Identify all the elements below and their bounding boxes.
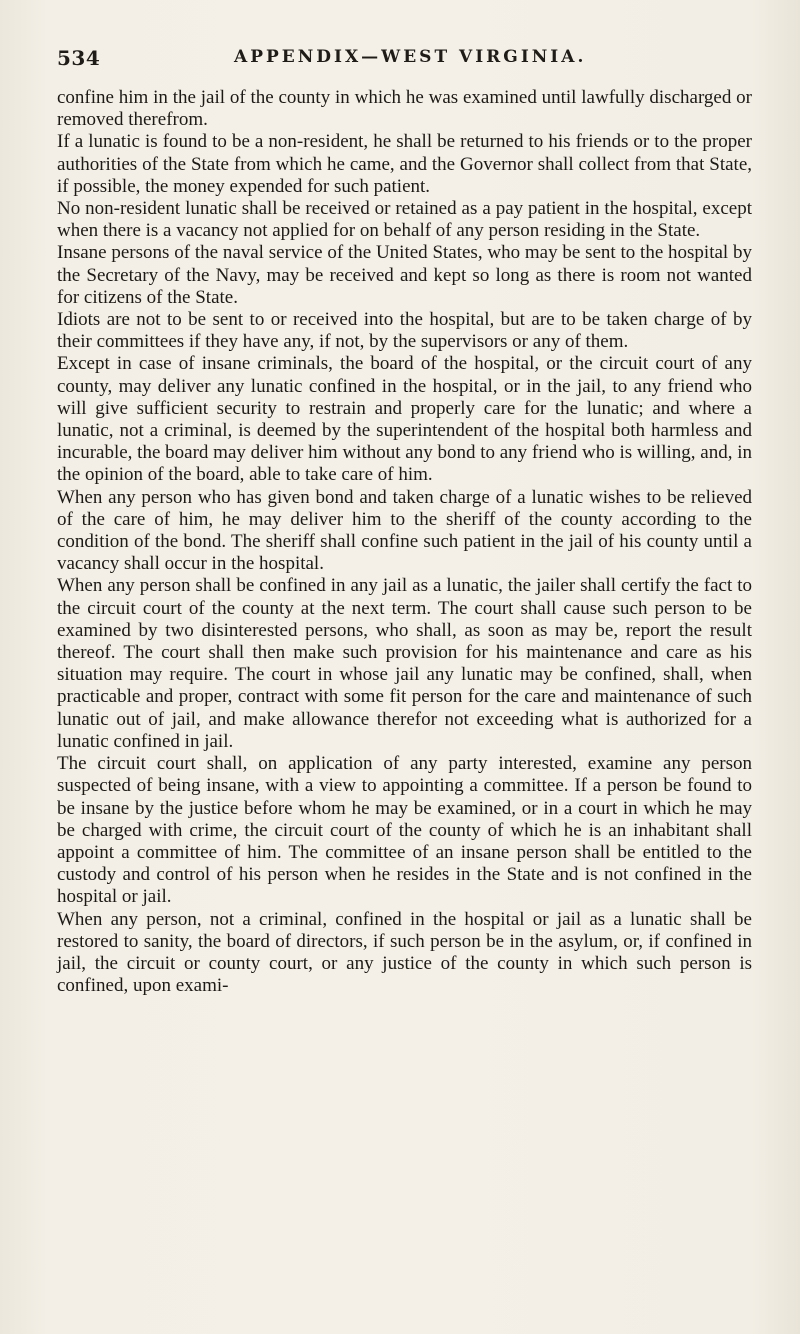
body-text (57, 87, 752, 997)
paragraph-jail-confinement: When any person shall be confined in any jail as a lunatic, the jailer shall certify the fact to the circuit court of the county at the next term. The court shall cause such person to be examined by two disinterested persons, who shall, as soon as may be, report the result thereof. The court shall then make such provision for his maintenance and care as his situation may require. The court in whose jail any lunatic may be confined, shall, when practicable and proper, contract with some fit person for the care and maintenance of such lunatic out of jail, and make allowance therefor not exceeding what is authorized for a lunatic confined in jail. (57, 575, 752, 752)
paragraph-committee: The circuit court shall, on application of any party interested, examine any person suspected of being insane, with a view to appointing a committee. If a person be found to be insane by the justice before whom he may be examined, or in a court in which he may be charged with crime, the circuit court of the county of which he is an inhabitant shall appoint a committee of him. The committee of an insane person shall be entitled to the custody and control of his person when he resides in the State and is not confined in the hospital or jail. (57, 753, 752, 908)
paragraph-bond-relief: When any person who has given bond and taken charge of a lunatic wishes to be relieved of the care of him, he may deliver him to the sheriff of the county according to the condition of the bond. The sheriff shall confine such patient in the jail of his county until a vacancy shall occur in the hospital. (57, 486, 752, 575)
paragraph-pay-patient: No non-resident lunatic shall be received or retained as a pay patient in the hospital, except when there is a vacancy not applied for on behalf of any person residing in the State. (57, 198, 752, 242)
running-head (57, 46, 747, 78)
paragraph-non-resident-lunatic: If a lunatic is found to be a non-resident, he shall be returned to his friends or to the proper authorities of the State from which he came, and the Governor shall collect from that State, if possible, the money expended for such patient. (57, 131, 752, 197)
paragraph-restored-sanity: When any person, not a criminal, confined in the hospital or jail as a lunatic shall be restored to sanity, the board of directors, if such person be in the asylum, or, if confined in jail, the circuit or county court, or any justice of the county in which such person is confined, upon exami- (57, 908, 752, 997)
page-number: 534 (57, 46, 101, 70)
paragraph-delivery-to-friend: Except in case of insane criminals, the board of the hospital, or the circuit court of any county, may deliver any lunatic confined in the hospital, or in the jail, to any friend who will give sufficient security to restrain and properly care for the lunatic; and where a lunatic, not a criminal, is deemed by the superintendent of the hospital both harmless and incurable, the board may deliver him without any bond to any friend who is willing, and, in the opinion of the board, able to take care of him. (57, 353, 752, 486)
paragraph-idiots: Idiots are not to be sent to or received into the hospital, but are to be taken charge of by their committees if they have any, if not, by the supervisors or any of them. (57, 309, 752, 353)
paragraph-continuation: confine him in the jail of the county in which he was examined until lawfully discharged or removed therefrom. (57, 87, 752, 131)
paragraph-naval-service: Insane persons of the naval service of the United States, who may be sent to the hospital by the Secretary of the Navy, may be received and kept so long as there is room not wanted for citizens of the State. (57, 242, 752, 308)
running-head-title: APPENDIX—WEST VIRGINIA. (234, 47, 587, 67)
